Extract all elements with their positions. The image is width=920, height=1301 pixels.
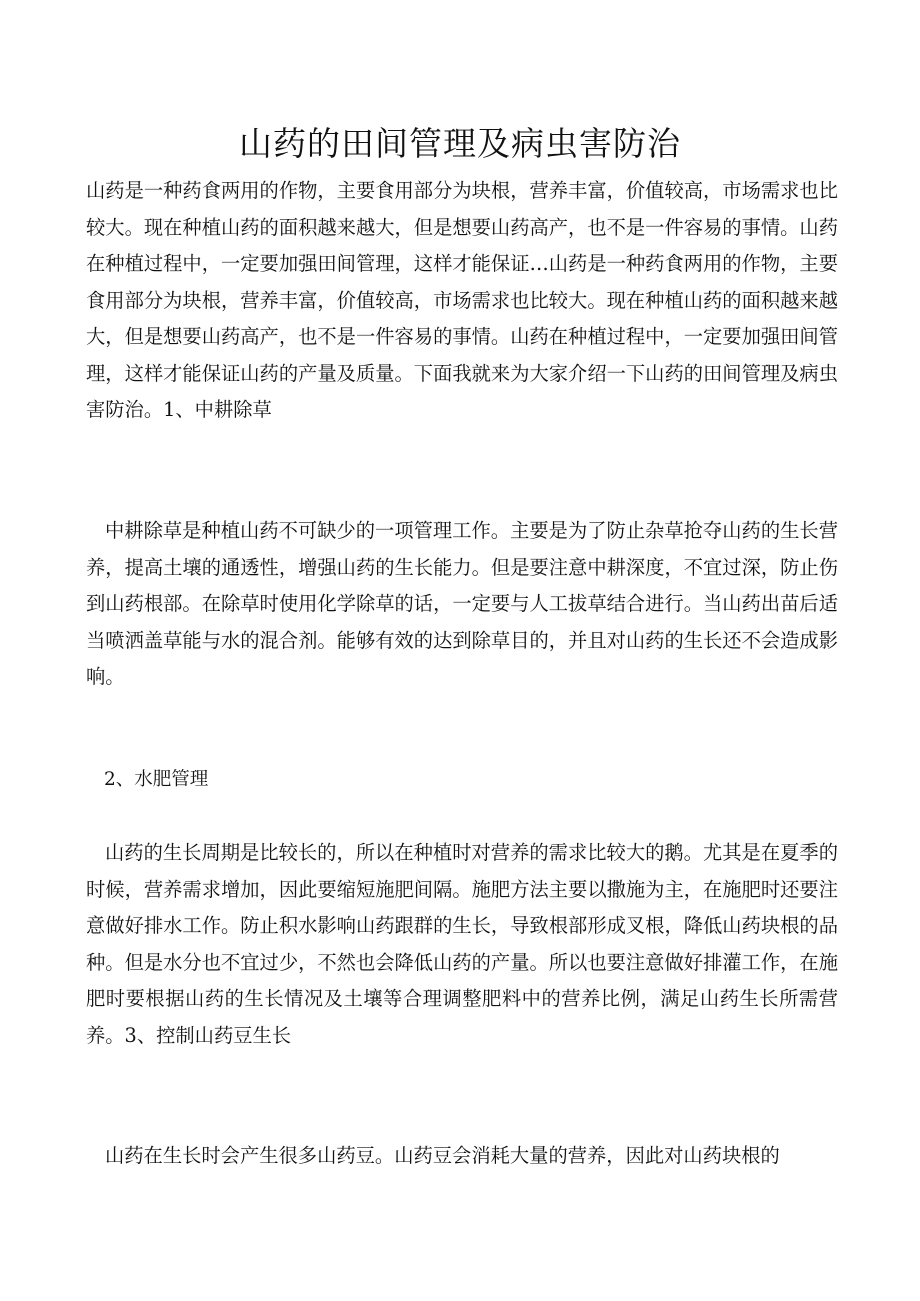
intro-paragraph: 山药是一种药食两用的作物，主要食用部分为块根，营养丰富，价值较高，市场需求也比较大。现在种植山药的面积越来越大，但是想要山药高产，也不是一件容易的事情。山药在种植过程中，一定要加强田间管理，这样才能保证…山药是一种药食两用的作物，主要食用部分为块根，营养丰富，价值较高，市场需求也比较大。现在种植山药的面积越来越大，但是想要山药高产，也不是一件容易的事情。山药在种植过程中，一定要加强田间管理，这样才能保证山药的产量及质量。下面我就来为大家介绍一下山药的田间管理及病虫害防治。1、中耕除草	[86, 179, 838, 421]
section2-body: 山药的生长周期是比较长的，所以在种植时对营养的需求比较大的鹅。尤其是在夏季的时候，营养需求增加，因此要缩短施肥间隔。施肥方法主要以撒施为主，在施肥时还要注意做好排水工作。防止积水影响山药跟群的生长，导致根部形成叉根，降低山药块根的品种。但是水分也不宜过少，不然也会降低山药的产量。所以也要注意做好排灌工作，在施肥时要根据山药的生长情况及土壤等合理调整肥料中的营养比例，满足山药生长所需营养。3、控制山药豆生长	[86, 841, 838, 1047]
section3-body: 山药在生长时会产生很多山药豆。山药豆会消耗大量的营养，因此对山药块根的	[105, 1144, 780, 1167]
section1-body: 中耕除草是种植山药不可缺少的一项管理工作。主要是为了防止杂草抢夺山药的生长营养，提高土壤的通透性，增强山药的生长能力。但是要注意中耕深度，不宜过深，防止伤到山药根部。在除草时使用化学除草的话，一定要与人工拔草结合进行。当山药出苗后适当喷洒盖草能与水的混合剂。能够有效的达到除草目的，并且对山药的生长还不会造成影响。	[86, 519, 838, 688]
document-title: 山药的田间管理及病虫害防治	[239, 124, 681, 163]
section2-heading: 2、水肥管理	[104, 769, 209, 790]
